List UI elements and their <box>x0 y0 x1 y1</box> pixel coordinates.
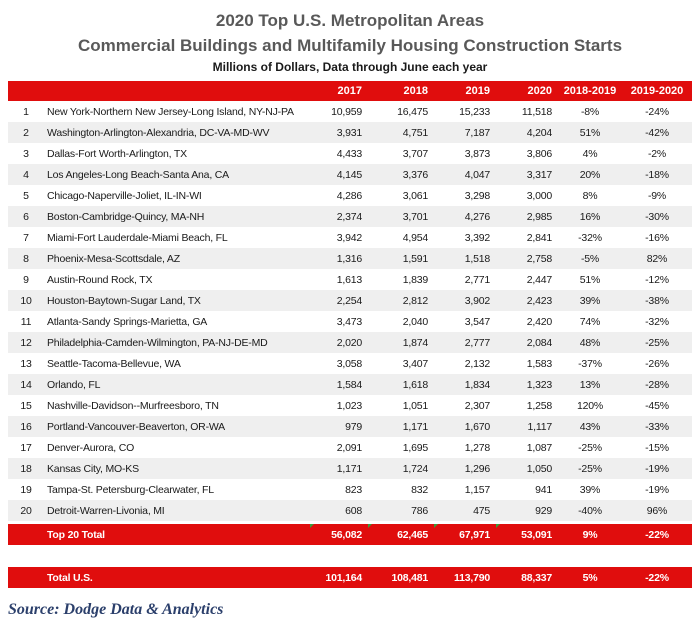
header-chg-2019-2020: 2019-2020 <box>622 81 692 101</box>
table-row <box>8 416 692 437</box>
value-2019-cell: 2,132 <box>464 357 490 370</box>
value-2020-cell: 2,841 <box>526 231 552 244</box>
metro-cell: Seattle-Tacoma-Bellevue, WA <box>47 357 181 370</box>
table-row <box>8 353 692 374</box>
value-2019-cell: 3,298 <box>464 189 490 202</box>
metro-cell: Tampa-St. Petersburg-Clearwater, FL <box>47 483 214 496</box>
chg-2019-2020-cell: -42% <box>622 122 692 143</box>
value-2017-cell: 4,145 <box>310 164 368 185</box>
header-chg-2018-2019: 2018-2019 <box>558 81 622 101</box>
metro-cell: Portland-Vancouver-Beaverton, OR-WA <box>44 416 310 437</box>
value-2017-cell: 1,023 <box>336 399 362 412</box>
chg-2018-2019-cell: 8% <box>582 189 598 202</box>
source-note: Source: Dodge Data & Analytics <box>8 601 224 618</box>
top20-2020-cell: 53,091 <box>496 524 558 545</box>
value-2018-cell: 1,695 <box>402 441 428 454</box>
rank-cell: 2 <box>8 122 44 143</box>
table-header-row <box>8 81 692 101</box>
report-title-line1: 2020 Top U.S. Metropolitan Areas <box>215 11 485 30</box>
chg-2018-2019-cell: 4% <box>582 147 598 160</box>
chg-2018-2019-cell: 16% <box>558 206 622 227</box>
table-row <box>8 101 692 122</box>
table-row <box>8 290 692 311</box>
value-2018-cell: 3,376 <box>368 164 434 185</box>
value-2018-cell: 1,839 <box>402 273 428 286</box>
metro-cell: New York-Northern New Jersey-Long Island, NY-NJ-PA <box>47 105 294 118</box>
header-metro <box>44 81 310 101</box>
error-indicator-icon <box>368 524 372 528</box>
value-2020-cell: 3,000 <box>526 189 552 202</box>
chg-2019-2020-cell: -18% <box>622 164 692 185</box>
metro-cell: Denver-Aurora, CO <box>47 441 135 454</box>
top20-chg-2018-2019: 9% <box>558 524 622 545</box>
value-2018-cell: 1,874 <box>368 332 434 353</box>
value-2017-cell: 1,316 <box>310 248 368 269</box>
table-row <box>8 122 692 143</box>
value-2017-cell: 10,959 <box>331 105 362 118</box>
chg-2019-2020-cell: 96% <box>622 500 692 521</box>
value-2019-cell: 4,047 <box>434 164 496 185</box>
rank-cell: 17 <box>20 441 32 454</box>
value-2019-cell: 1,834 <box>434 374 496 395</box>
total-us-chg-2019-2020: -22% <box>622 567 692 588</box>
value-2019-cell: 1,278 <box>464 441 490 454</box>
value-2020-cell: 2,423 <box>496 290 558 311</box>
value-2018-cell: 3,061 <box>402 189 428 202</box>
value-2019-cell: 15,233 <box>459 105 490 118</box>
rank-cell: 7 <box>23 231 29 244</box>
rank-cell: 1 <box>23 105 29 118</box>
table-footer <box>8 521 692 545</box>
value-2019-cell: 2,771 <box>464 273 490 286</box>
value-2020-cell: 1,117 <box>496 416 558 437</box>
total-us-label: Total U.S. <box>44 567 310 588</box>
value-2017-cell: 2,091 <box>336 441 362 454</box>
chg-2019-2020-cell: -38% <box>622 290 692 311</box>
metro-cell: Dallas-Fort Worth-Arlington, TX <box>47 147 187 160</box>
metro-cell: Phoenix-Mesa-Scottsdale, AZ <box>44 248 310 269</box>
value-2017-cell: 4,433 <box>336 147 362 160</box>
chg-2019-2020-cell: -28% <box>622 374 692 395</box>
chg-2019-2020-cell: -45% <box>645 399 669 412</box>
value-2019-cell: 3,392 <box>464 231 490 244</box>
value-2017-cell: 3,058 <box>336 357 362 370</box>
value-2019-cell: 2,777 <box>434 332 496 353</box>
chg-2019-2020-cell: -15% <box>645 441 669 454</box>
total-us-2017-cell: 101,164 <box>310 567 368 588</box>
value-2017-cell: 608 <box>310 500 368 521</box>
value-2017-cell: 2,374 <box>310 206 368 227</box>
header-2018: 2018 <box>368 81 434 101</box>
report-title-line2: Commercial Buildings and Multifamily Housing Construction Starts <box>77 36 623 55</box>
value-2017-cell: 1,584 <box>310 374 368 395</box>
value-2017-cell: 1,171 <box>310 458 368 479</box>
chg-2018-2019-cell: 39% <box>579 483 601 496</box>
rank-cell: 6 <box>8 206 44 227</box>
rank-cell: 10 <box>8 290 44 311</box>
metro-table <box>8 81 692 545</box>
metro-cell: Austin-Round Rock, TX <box>47 273 153 286</box>
value-2017-cell: 3,473 <box>336 315 362 328</box>
chg-2018-2019-cell: 51% <box>579 273 601 286</box>
header-rank <box>8 81 44 101</box>
rank-cell: 20 <box>8 500 44 521</box>
metro-cell: Miami-Fort Lauderdale-Miami Beach, FL <box>47 231 228 244</box>
table-row <box>8 479 692 500</box>
value-2017-cell: 2,020 <box>310 332 368 353</box>
rank-cell: 3 <box>23 147 29 160</box>
value-2019-cell: 3,547 <box>464 315 490 328</box>
top20-chg-2019-2020: -22% <box>622 524 692 545</box>
value-2018-cell: 1,591 <box>368 248 434 269</box>
chg-2018-2019-cell: -5% <box>558 248 622 269</box>
chg-2018-2019-cell: -8% <box>580 105 600 118</box>
chg-2018-2019-cell: 39% <box>558 290 622 311</box>
top20-2019-cell: 67,971 <box>434 524 496 545</box>
value-2020-cell: 2,420 <box>526 315 552 328</box>
rank-cell: 9 <box>23 273 29 286</box>
rank-cell: 4 <box>8 164 44 185</box>
chg-2019-2020-cell: -24% <box>645 105 669 118</box>
value-2019-cell: 3,902 <box>434 290 496 311</box>
value-2020-cell: 941 <box>535 483 552 496</box>
value-2018-cell: 1,051 <box>402 399 428 412</box>
value-2018-cell: 4,954 <box>402 231 428 244</box>
value-2017-cell: 3,942 <box>336 231 362 244</box>
value-2018-cell: 832 <box>411 483 428 496</box>
chg-2018-2019-cell: -25% <box>558 458 622 479</box>
header-2017: 2017 <box>310 81 368 101</box>
value-2020-cell: 11,518 <box>521 105 552 118</box>
total-us-2018-cell: 108,481 <box>368 567 434 588</box>
rank-cell: 16 <box>8 416 44 437</box>
top20-label: Top 20 Total <box>44 524 310 545</box>
value-2020-cell: 4,204 <box>496 122 558 143</box>
table-row <box>8 227 692 248</box>
value-2018-cell: 3,407 <box>402 357 428 370</box>
table-row <box>8 458 692 479</box>
rank-cell: 8 <box>8 248 44 269</box>
top20-2018-cell: 62,465 <box>368 524 434 545</box>
rank-cell: 5 <box>23 189 29 202</box>
chg-2019-2020-cell: -19% <box>622 458 692 479</box>
total-us-table <box>8 567 692 588</box>
value-2018-cell: 1,724 <box>368 458 434 479</box>
metro-cell: Boston-Cambridge-Quincy, MA-NH <box>44 206 310 227</box>
table-row <box>8 374 692 395</box>
rank-cell: 18 <box>8 458 44 479</box>
value-2017-cell: 2,254 <box>310 290 368 311</box>
value-2019-cell: 7,187 <box>434 122 496 143</box>
value-2018-cell: 2,812 <box>368 290 434 311</box>
value-2019-cell: 1,296 <box>434 458 496 479</box>
chg-2018-2019-cell: 13% <box>558 374 622 395</box>
chg-2019-2020-cell: -9% <box>647 189 667 202</box>
table-row <box>8 269 692 290</box>
value-2020-cell: 1,323 <box>496 374 558 395</box>
total-us-2019-cell: 113,790 <box>434 567 496 588</box>
value-2018-cell: 1,171 <box>368 416 434 437</box>
table-row <box>8 500 692 521</box>
total-us-row <box>8 567 692 588</box>
chg-2019-2020-cell: -32% <box>645 315 669 328</box>
metro-cell: Atlanta-Sandy Springs-Marietta, GA <box>47 315 208 328</box>
value-2019-cell: 4,276 <box>434 206 496 227</box>
value-2019-cell: 1,518 <box>434 248 496 269</box>
value-2018-cell: 786 <box>368 500 434 521</box>
metro-cell: Detroit-Warren-Livonia, MI <box>44 500 310 521</box>
value-2017-cell: 979 <box>310 416 368 437</box>
table-row <box>8 143 692 164</box>
chg-2019-2020-cell: -30% <box>622 206 692 227</box>
chg-2019-2020-cell: -25% <box>622 332 692 353</box>
value-2017-cell: 3,931 <box>310 122 368 143</box>
metro-cell: Nashville-Davidson--Murfreesboro, TN <box>47 399 219 412</box>
value-2020-cell: 1,583 <box>526 357 552 370</box>
chg-2018-2019-cell: -40% <box>558 500 622 521</box>
chg-2019-2020-cell: 82% <box>622 248 692 269</box>
table-row <box>8 437 692 458</box>
report-units: Millions of Dollars, Data through June each year <box>212 60 488 74</box>
error-indicator-icon <box>496 524 500 528</box>
header-2019: 2019 <box>434 81 496 101</box>
value-2018-cell: 1,618 <box>368 374 434 395</box>
value-2020-cell: 3,806 <box>526 147 552 160</box>
chg-2019-2020-cell: -33% <box>622 416 692 437</box>
value-2020-cell: 2,985 <box>496 206 558 227</box>
value-2018-cell: 2,040 <box>402 315 428 328</box>
total-us-2020-cell: 88,337 <box>496 567 558 588</box>
chg-2018-2019-cell: -25% <box>578 441 602 454</box>
table-row <box>8 311 692 332</box>
chg-2019-2020-cell: -2% <box>647 147 667 160</box>
chg-2018-2019-cell: 74% <box>579 315 601 328</box>
value-2019-cell: 3,873 <box>464 147 490 160</box>
value-2019-cell: 2,307 <box>464 399 490 412</box>
value-2017-cell: 1,613 <box>336 273 362 286</box>
chg-2018-2019-cell: -32% <box>578 231 602 244</box>
rank-cell: 11 <box>20 315 32 328</box>
value-2018-cell: 4,751 <box>368 122 434 143</box>
value-2020-cell: 1,050 <box>496 458 558 479</box>
total-us-chg-2018-2019: 5% <box>558 567 622 588</box>
rank-cell: 15 <box>20 399 32 412</box>
total-us-rank-cell <box>8 567 44 588</box>
chg-2019-2020-cell: -12% <box>645 273 669 286</box>
error-indicator-icon <box>434 524 438 528</box>
table-row <box>8 185 692 206</box>
top20-2017-cell: 56,082 <box>310 524 368 545</box>
value-2019-cell: 475 <box>434 500 496 521</box>
top20-total-row <box>8 524 692 545</box>
chg-2018-2019-cell: 43% <box>558 416 622 437</box>
value-2017-cell: 4,286 <box>336 189 362 202</box>
top20-rank-cell <box>8 524 44 545</box>
metro-cell: Kansas City, MO-KS <box>44 458 310 479</box>
report-header <box>0 8 700 75</box>
rank-cell: 14 <box>8 374 44 395</box>
value-2020-cell: 1,258 <box>526 399 552 412</box>
table-row <box>8 332 692 353</box>
value-2020-cell: 1,087 <box>526 441 552 454</box>
rank-cell: 12 <box>8 332 44 353</box>
value-2020-cell: 2,758 <box>496 248 558 269</box>
chg-2018-2019-cell: 20% <box>558 164 622 185</box>
chg-2019-2020-cell: -19% <box>645 483 669 496</box>
value-2019-cell: 1,157 <box>464 483 490 496</box>
value-2018-cell: 3,701 <box>368 206 434 227</box>
table-row <box>8 395 692 416</box>
value-2017-cell: 823 <box>345 483 362 496</box>
metro-cell: Los Angeles-Long Beach-Santa Ana, CA <box>44 164 310 185</box>
table-body <box>8 101 692 521</box>
chg-2018-2019-cell: 120% <box>576 399 604 412</box>
metro-cell: Houston-Baytown-Sugar Land, TX <box>44 290 310 311</box>
value-2018-cell: 3,707 <box>402 147 428 160</box>
value-2018-cell: 16,475 <box>397 105 428 118</box>
value-2020-cell: 3,317 <box>496 164 558 185</box>
metro-cell: Washington-Arlington-Alexandria, DC-VA-MD-WV <box>44 122 310 143</box>
rank-cell: 19 <box>20 483 32 496</box>
chg-2018-2019-cell: 48% <box>558 332 622 353</box>
error-indicator-icon <box>310 524 314 528</box>
table-row <box>8 206 692 227</box>
chg-2018-2019-cell: -37% <box>578 357 602 370</box>
value-2020-cell: 2,447 <box>526 273 552 286</box>
metro-cell: Philadelphia-Camden-Wilmington, PA-NJ-DE-MD <box>44 332 310 353</box>
chg-2019-2020-cell: -16% <box>645 231 669 244</box>
rank-cell: 13 <box>20 357 32 370</box>
value-2020-cell: 2,084 <box>496 332 558 353</box>
chg-2018-2019-cell: 51% <box>558 122 622 143</box>
metro-cell: Orlando, FL <box>44 374 310 395</box>
value-2020-cell: 929 <box>496 500 558 521</box>
table-row <box>8 248 692 269</box>
value-2019-cell: 1,670 <box>434 416 496 437</box>
header-2020: 2020 <box>496 81 558 101</box>
metro-cell: Chicago-Naperville-Joliet, IL-IN-WI <box>47 189 202 202</box>
table-row <box>8 164 692 185</box>
chg-2019-2020-cell: -26% <box>645 357 669 370</box>
